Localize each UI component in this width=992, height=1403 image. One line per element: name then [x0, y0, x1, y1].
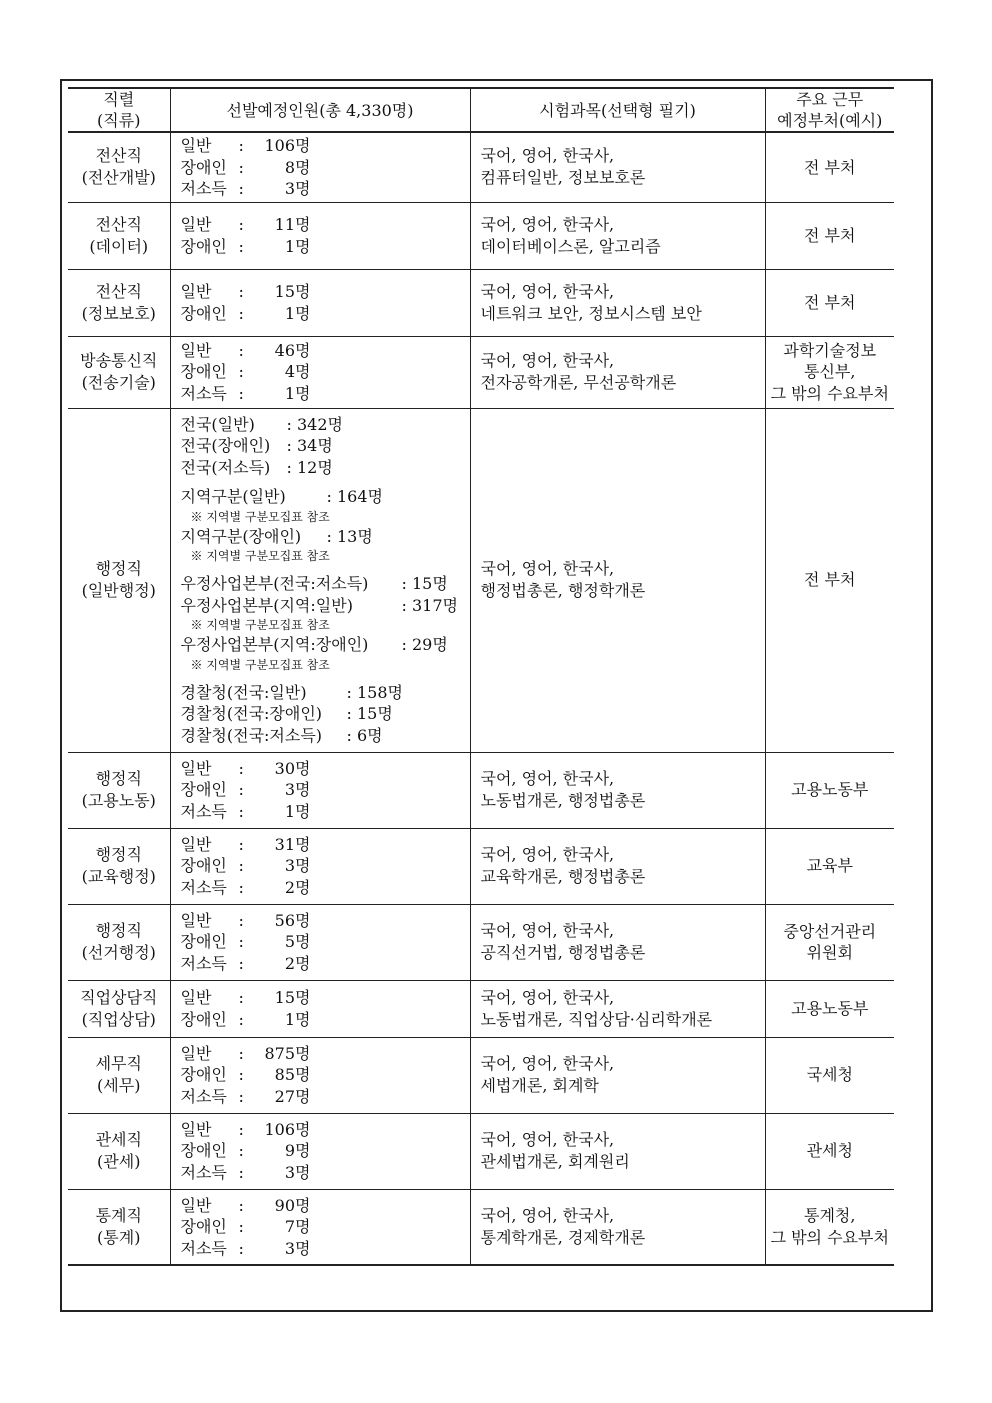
quota-line: 지역구분(장애인) : 13명 [180, 526, 373, 546]
quota-separator: : [238, 136, 244, 155]
subjects-line: 국어, 영어, 한국사, [480, 351, 615, 370]
quota-separator: : [238, 215, 244, 234]
quota-separator: : [238, 780, 244, 800]
subjects-line: 노동법개론, 행정법총론 [480, 791, 646, 810]
department-line: 국세청 [806, 1065, 853, 1085]
quota-separator: : [238, 834, 244, 854]
quota-cell [170, 132, 470, 202]
quota-label: 저소득 [180, 1238, 227, 1258]
quota-separator: : [238, 953, 244, 973]
job-series-cell [68, 269, 170, 336]
quota-cell [170, 336, 470, 408]
quota-separator: : [238, 856, 244, 876]
quota-line [181, 340, 470, 362]
quota-line: 우정사업본부(전국:저소득) : 15명 [180, 574, 448, 594]
quota-value: 15명 [274, 988, 311, 1007]
department-line: 그 밖의 수요부처 [770, 1227, 889, 1247]
job-series-subtype: (선거행정) [81, 943, 156, 962]
quota-line [181, 214, 470, 236]
quota-value: 3명 [284, 856, 311, 876]
quota-separator: : [238, 282, 244, 301]
quota-separator: : [238, 1195, 244, 1215]
subjects-line: 국어, 영어, 한국사, [480, 921, 615, 940]
quota-separator: : [238, 1217, 244, 1236]
quota-line [181, 855, 470, 877]
quota-cell [170, 904, 470, 980]
subjects-line: 국어, 영어, 한국사, [480, 1205, 615, 1225]
department-cell [765, 904, 894, 980]
table-row [68, 980, 894, 1037]
subjects-cell [470, 828, 765, 904]
quota-value: 4명 [284, 362, 311, 382]
reference-note: ※ 지역별 구분모집표 참조 [190, 618, 330, 633]
department-line: 관세청 [806, 1141, 853, 1161]
subjects-cell [470, 980, 765, 1037]
subjects-cell [470, 1189, 765, 1265]
department-cell [765, 752, 894, 828]
job-series-name: 관세직 [95, 1130, 142, 1149]
job-series-cell [68, 752, 170, 828]
subjects-line: 국어, 영어, 한국사, [480, 281, 615, 301]
quota-separator: : [238, 1009, 244, 1029]
job-series-name: 세무직 [95, 1054, 142, 1073]
job-series-cell [68, 336, 170, 408]
department-line: 통신부, [804, 362, 856, 382]
quota-separator: : [238, 340, 244, 360]
quota-line [181, 834, 470, 856]
quota-label: 저소득 [180, 953, 227, 973]
quota-value: 2명 [284, 877, 311, 897]
quota-value: 3명 [284, 780, 311, 800]
quota-label: 일반 [180, 1119, 212, 1139]
quota-separator: : [238, 157, 244, 177]
quota-value: 3명 [284, 179, 311, 198]
quota-separator: : [238, 877, 244, 897]
subjects-line: 네트워크 보안, 정보시스템 보안 [480, 303, 702, 323]
quota-separator: : [238, 1043, 244, 1063]
job-series-name: 행정직 [95, 921, 142, 940]
job-series-subtype: (전송기술) [81, 373, 156, 392]
job-series-subtype: (전산개발) [81, 168, 156, 188]
subjects-cell [470, 202, 765, 269]
quota-separator: : [238, 988, 244, 1007]
quota-label: 일반 [180, 282, 212, 301]
quota-value: 2명 [284, 953, 311, 973]
subjects-cell [470, 408, 765, 752]
subjects-line: 컴퓨터일반, 정보보호론 [480, 168, 646, 188]
reference-note: ※ 지역별 구분모집표 참조 [190, 657, 330, 672]
quota-line [181, 236, 470, 258]
recruitment-table [68, 87, 894, 1266]
department-cell [765, 408, 894, 752]
quota-line: 전국(장애인) : 34명 [180, 436, 333, 456]
table-row [68, 408, 894, 752]
quota-line [181, 801, 470, 823]
quota-cell [170, 202, 470, 269]
quota-line [181, 281, 470, 303]
quota-cell [170, 1113, 470, 1189]
subjects-line: 세법개론, 회계학 [480, 1076, 599, 1095]
quota-label: 장애인 [180, 1217, 227, 1236]
subjects-cell [470, 269, 765, 336]
header-job-series: 직렬 (직류) [68, 88, 170, 132]
quota-line: 전국(일반) : 342명 [180, 414, 343, 434]
quota-line [181, 953, 470, 975]
quota-line [181, 1195, 470, 1217]
quota-label: 저소득 [180, 801, 227, 821]
quota-value: 56명 [274, 910, 311, 930]
department-line: 위원회 [806, 943, 853, 962]
subjects-line: 전자공학개론, 무선공학개론 [480, 373, 677, 392]
department-line: 고용노동부 [791, 780, 869, 800]
quota-line [181, 178, 470, 200]
table-row [68, 1113, 894, 1189]
quota-cell [170, 269, 470, 336]
job-series-name: 행정직 [95, 845, 142, 864]
quota-separator: : [238, 1086, 244, 1106]
subjects-cell [470, 336, 765, 408]
quota-label: 장애인 [180, 303, 227, 323]
reference-note: ※ 지역별 구분모집표 참조 [190, 509, 330, 524]
department-cell [765, 269, 894, 336]
job-series-name: 행정직 [95, 769, 142, 788]
quota-label: 일반 [180, 834, 212, 854]
job-series-subtype: (통계) [97, 1227, 141, 1247]
job-series-name: 통계직 [95, 1205, 142, 1225]
table-header-row [68, 88, 894, 132]
table-row [68, 1189, 894, 1265]
quota-line [181, 910, 470, 932]
department-cell [765, 202, 894, 269]
quota-line [181, 135, 470, 157]
table-row [68, 904, 894, 980]
department-line: 그 밖의 수요부처 [770, 383, 889, 403]
quota-label: 일반 [180, 758, 212, 778]
table-row [68, 132, 894, 202]
quota-cell [170, 1037, 470, 1113]
subjects-line: 국어, 영어, 한국사, [480, 1054, 615, 1073]
department-line: 전 부처 [804, 292, 856, 312]
subjects-line: 국어, 영어, 한국사, [480, 1130, 615, 1149]
quota-line [181, 758, 470, 780]
quota-label: 저소득 [180, 877, 227, 897]
quota-line [181, 1009, 470, 1031]
quota-line [181, 361, 470, 383]
table-row [68, 269, 894, 336]
department-cell [765, 828, 894, 904]
quota-line [181, 1162, 470, 1184]
subjects-line: 국어, 영어, 한국사, [480, 214, 615, 234]
job-series-name: 전산직 [95, 146, 142, 166]
quota-value: 5명 [284, 932, 311, 952]
quota-label: 일반 [180, 1195, 212, 1215]
department-cell [765, 980, 894, 1037]
job-series-cell [68, 1189, 170, 1265]
subjects-line: 노동법개론, 직업상담·심리학개론 [480, 1009, 713, 1029]
quota-label: 일반 [180, 340, 212, 360]
quota-line [181, 1064, 470, 1086]
quota-separator: : [238, 362, 244, 382]
job-series-subtype: (직업상담) [81, 1009, 156, 1029]
quota-cell [170, 1189, 470, 1265]
quota-label: 장애인 [180, 856, 227, 876]
subjects-cell [470, 132, 765, 202]
department-line: 전 부처 [804, 225, 856, 245]
department-cell [765, 1189, 894, 1265]
quota-line: 경찰청(전국:저소득) : 6명 [180, 725, 383, 745]
department-cell [765, 1113, 894, 1189]
quota-line: 우정사업본부(지역:일반) : 317명 [180, 595, 458, 615]
department-line: 고용노동부 [791, 998, 869, 1018]
subjects-line: 관세법개론, 회계원리 [480, 1152, 630, 1171]
quota-label: 저소득 [180, 1162, 227, 1182]
quota-line [181, 1238, 470, 1260]
job-series-cell [68, 408, 170, 752]
department-cell [765, 132, 894, 202]
quota-value: 46명 [274, 340, 311, 360]
department-line: 전 부처 [804, 157, 856, 177]
subjects-line: 국어, 영어, 한국사, [480, 146, 615, 166]
quota-value: 9명 [284, 1141, 311, 1161]
table-row [68, 828, 894, 904]
quota-separator: : [238, 1162, 244, 1182]
quota-line [181, 1043, 470, 1065]
quota-label: 일반 [180, 1043, 212, 1063]
subjects-line: 국어, 영어, 한국사, [480, 559, 615, 578]
quota-label: 장애인 [180, 1141, 227, 1161]
quota-line [181, 1086, 470, 1108]
header-quota: 선발예정인원(총 4,330명) [170, 88, 470, 132]
job-series-name: 행정직 [95, 559, 142, 578]
table-row [68, 752, 894, 828]
quota-cell [170, 408, 470, 752]
quota-value: 875명 [264, 1043, 311, 1063]
quota-separator: : [238, 758, 244, 778]
quota-value: 11명 [274, 215, 311, 234]
quota-label: 저소득 [180, 383, 227, 403]
quota-value: 1명 [284, 383, 311, 403]
subjects-line: 행정법총론, 행정학개론 [480, 581, 646, 600]
job-series-name: 전산직 [95, 214, 142, 234]
quota-separator: : [238, 910, 244, 930]
header-subjects: 시험과목(선택형 필기) [470, 88, 765, 132]
quota-separator: : [238, 383, 244, 403]
quota-line: 경찰청(전국:장애인) : 15명 [180, 704, 393, 724]
quota-separator: : [238, 236, 244, 256]
quota-value: 7명 [284, 1217, 311, 1236]
subjects-line: 공직선거법, 행정법총론 [480, 943, 646, 962]
quota-line [181, 1216, 470, 1238]
job-series-name: 직업상담직 [80, 987, 158, 1007]
quota-label: 장애인 [180, 780, 227, 800]
job-series-subtype: (관세) [97, 1152, 141, 1171]
department-cell [765, 1037, 894, 1113]
department-line: 통계청, [804, 1206, 856, 1226]
quota-value: 106명 [264, 136, 311, 155]
quota-separator: : [238, 179, 244, 198]
job-series-subtype: (정보보호) [81, 303, 156, 323]
quota-value: 8명 [284, 157, 311, 177]
department-line: 교육부 [806, 856, 853, 876]
department-line: 중앙선거관리 [783, 921, 877, 941]
quota-label: 장애인 [180, 932, 227, 952]
quota-label: 일반 [180, 215, 212, 234]
quota-value: 1명 [284, 303, 311, 323]
quota-label: 일반 [180, 136, 212, 155]
quota-value: 31명 [274, 834, 311, 854]
subjects-cell [470, 1113, 765, 1189]
quota-line [181, 931, 470, 953]
quota-label: 장애인 [180, 236, 227, 256]
quota-label: 장애인 [180, 1065, 227, 1085]
quota-label: 장애인 [180, 362, 227, 382]
job-series-subtype: (고용노동) [81, 791, 156, 810]
job-series-cell [68, 980, 170, 1037]
quota-value: 1명 [284, 236, 311, 256]
quota-label: 일반 [180, 988, 212, 1007]
job-series-cell [68, 202, 170, 269]
quota-line [181, 1140, 470, 1162]
quota-line: 경찰청(전국:일반) : 158명 [180, 682, 403, 702]
quota-value: 90명 [274, 1195, 311, 1215]
quota-separator: : [238, 932, 244, 952]
quota-separator: : [238, 303, 244, 323]
quota-value: 27명 [274, 1086, 311, 1106]
quota-label: 일반 [180, 910, 212, 930]
quota-label: 장애인 [180, 1009, 227, 1029]
subjects-line: 교육학개론, 행정법총론 [480, 867, 646, 886]
job-series-subtype: (데이터) [89, 236, 149, 256]
department-cell [765, 336, 894, 408]
subjects-cell [470, 752, 765, 828]
quota-separator: : [238, 1065, 244, 1085]
quota-label: 저소득 [180, 179, 227, 198]
quota-value: 15명 [274, 282, 311, 301]
job-series-cell [68, 1113, 170, 1189]
reference-note: ※ 지역별 구분모집표 참조 [190, 549, 330, 564]
job-series-subtype: (세무) [97, 1076, 141, 1095]
quota-line [181, 383, 470, 405]
quota-separator: : [238, 1141, 244, 1161]
subjects-line: 국어, 영어, 한국사, [480, 845, 615, 864]
job-series-subtype: (일반행정) [81, 581, 156, 600]
quota-value: 106명 [264, 1119, 311, 1139]
quota-value: 1명 [284, 801, 311, 821]
subjects-line: 통계학개론, 경제학개론 [480, 1227, 646, 1247]
quota-separator: : [238, 801, 244, 821]
table-row [68, 1037, 894, 1113]
quota-line [181, 987, 470, 1009]
subjects-line: 국어, 영어, 한국사, [480, 769, 615, 788]
quota-cell [170, 828, 470, 904]
subjects-line: 국어, 영어, 한국사, [480, 987, 615, 1007]
quota-value: 1명 [284, 1009, 311, 1029]
quota-value: 3명 [284, 1238, 311, 1258]
quota-line [181, 157, 470, 179]
quota-line [181, 877, 470, 899]
quota-label: 저소득 [180, 1086, 227, 1106]
quota-value: 30명 [274, 758, 311, 778]
quota-cell [170, 752, 470, 828]
job-series-cell [68, 1037, 170, 1113]
job-series-cell [68, 828, 170, 904]
subjects-line: 데이터베이스론, 알고리즘 [480, 236, 661, 256]
quota-line [181, 1119, 470, 1141]
quota-line: 우정사업본부(지역:장애인) : 29명 [180, 635, 448, 655]
quota-line: 지역구분(일반) : 164명 [180, 487, 383, 507]
job-series-cell [68, 904, 170, 980]
job-series-name: 방송통신직 [80, 351, 158, 370]
quota-separator: : [238, 1238, 244, 1258]
quota-line: 전국(저소득) : 12명 [180, 457, 333, 477]
quota-line [181, 779, 470, 801]
subjects-cell [470, 904, 765, 980]
department-line: 과학기술정보 [783, 340, 877, 360]
job-series-subtype: (교육행정) [81, 867, 156, 886]
quota-cell [170, 980, 470, 1037]
department-line: 전 부처 [804, 570, 856, 590]
job-series-cell [68, 132, 170, 202]
subjects-cell [470, 1037, 765, 1113]
header-department: 주요 근무 예정부처(예시) [765, 88, 894, 132]
quota-label: 장애인 [180, 157, 227, 177]
table-row [68, 336, 894, 408]
job-series-name: 전산직 [95, 281, 142, 301]
quota-value: 85명 [274, 1065, 311, 1085]
quota-separator: : [238, 1119, 244, 1139]
table-row [68, 202, 894, 269]
quota-line [181, 303, 470, 325]
quota-value: 3명 [284, 1162, 311, 1182]
